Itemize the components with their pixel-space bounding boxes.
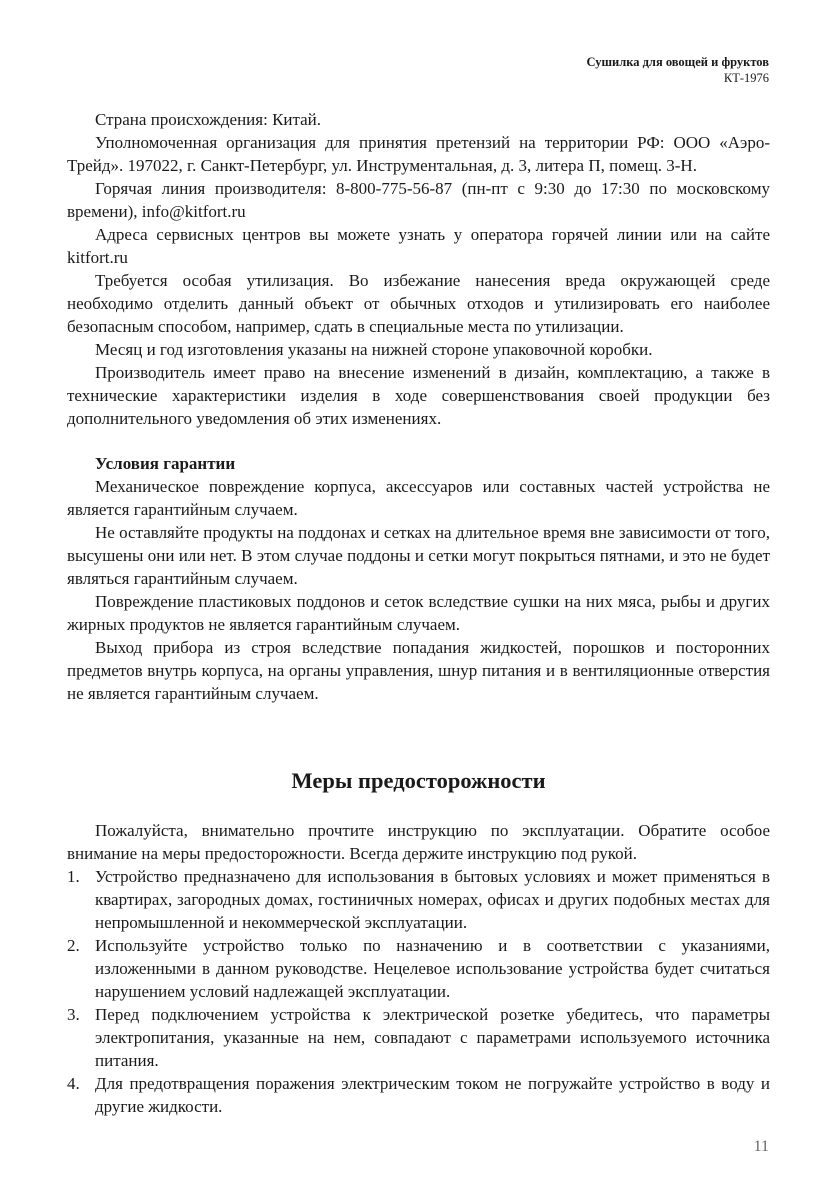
list-item-text: Используйте устройство только по назначению и в соответствии с указаниями, изложенными в данном руководстве. Нецелевое использование устройства будет считаться нарушением условий надлежащей эксплуатации. (95, 936, 770, 1001)
precautions-intro: Пожалуйста, внимательно прочтите инструкцию по эксплуатации. Обратите особое внимание на меры предосторожности. Всегда держите инструкцию под рукой. (67, 821, 770, 863)
section-title: Меры предосторожности (291, 768, 546, 793)
manufacturer-rights: Производитель имеет право на внесение изменений в дизайн, комплектацию, а также в технические характеристики изделия в ходе совершенствования своей продукции без дополнительного уведомления об этих изменениях. (67, 363, 770, 428)
warranty-paragraph: Механическое повреждение корпуса, аксессуаров или составных частей устройства не является гарантийным случаем. (67, 477, 770, 519)
list-item (67, 1003, 770, 1072)
list-item-text: Устройство предназначено для использования в бытовых условиях и может применяться в квартирах, загородных домах, гостиничных номерах, офисах и других подобных местах для непромышленной и некоммерческой эксплуатации. (95, 867, 770, 932)
product-model: КТ-1976 (723, 71, 769, 85)
warranty-heading: Условия гарантии (95, 454, 236, 473)
page-number: 11 (753, 1138, 769, 1155)
precautions-list (67, 865, 770, 1118)
list-item-number: 1. (67, 867, 80, 886)
list-item-text: Для предотвращения поражения электрическим током не погружайте устройство в воду и другие жидкости. (95, 1074, 770, 1116)
intro-section (67, 108, 770, 430)
list-item (67, 865, 770, 934)
manufacture-date-info: Месяц и год изготовления указаны на нижней стороне упаковочной коробки. (95, 340, 653, 359)
list-item-number: 2. (67, 936, 80, 955)
list-item-text: Перед подключением устройства к электрической розетке убедитесь, что параметры электропитания, указанные на нем, совпадают с параметрами используемого источника питания. (95, 1005, 770, 1070)
running-header (586, 54, 769, 86)
country-of-origin: Страна происхождения: Китай. (95, 110, 322, 129)
list-item-number: 4. (67, 1074, 80, 1093)
service-centers-info: Адреса сервисных центров вы можете узнать у оператора горячей линии или на сайте kitfort.ru (67, 225, 770, 267)
warranty-paragraph: Не оставляйте продукты на поддонах и сетках на длительное время вне зависимости от того, высушены они или нет. В этом случае поддоны и сетки могут покрыться пятнами, и это не будет являться гарантийным случаем. (67, 523, 770, 588)
page-body (67, 108, 770, 1118)
list-item (67, 934, 770, 1003)
authorized-organization: Уполномоченная организация для принятия претензий на территории РФ: ООО «Аэро-Трейд». 197022, г. Санкт-Петербург, ул. Инструментальная, д. 3, литера П, помещ. 3-Н. (67, 133, 770, 175)
warranty-paragraph: Выход прибора из строя вследствие попадания жидкостей, порошков и посторонних предметов внутрь корпуса, на органы управления, шнур питания и в вентиляционные отверстия не является гарантийным случаем. (67, 638, 770, 703)
warranty-paragraph: Повреждение пластиковых поддонов и сеток вследствие сушки на них мяса, рыбы и других жирных продуктов не является гарантийным случаем. (67, 592, 770, 634)
disposal-info: Требуется особая утилизация. Во избежание нанесения вреда окружающей среде необходимо отделить данный объект от обычных отходов и утилизировать его наиболее безопасным способом, например, сдать в специальные места по утилизации. (67, 271, 770, 336)
list-item-number: 3. (67, 1005, 80, 1024)
list-item (67, 1072, 770, 1118)
product-title: Сушилка для овощей и фруктов (586, 55, 769, 69)
warranty-section (67, 452, 770, 705)
precautions-section (67, 767, 770, 1118)
hotline-info: Горячая линия производителя: 8-800-775-56-87 (пн-пт с 9:30 до 17:30 по московскому времени), info@kitfort.ru (67, 179, 770, 221)
